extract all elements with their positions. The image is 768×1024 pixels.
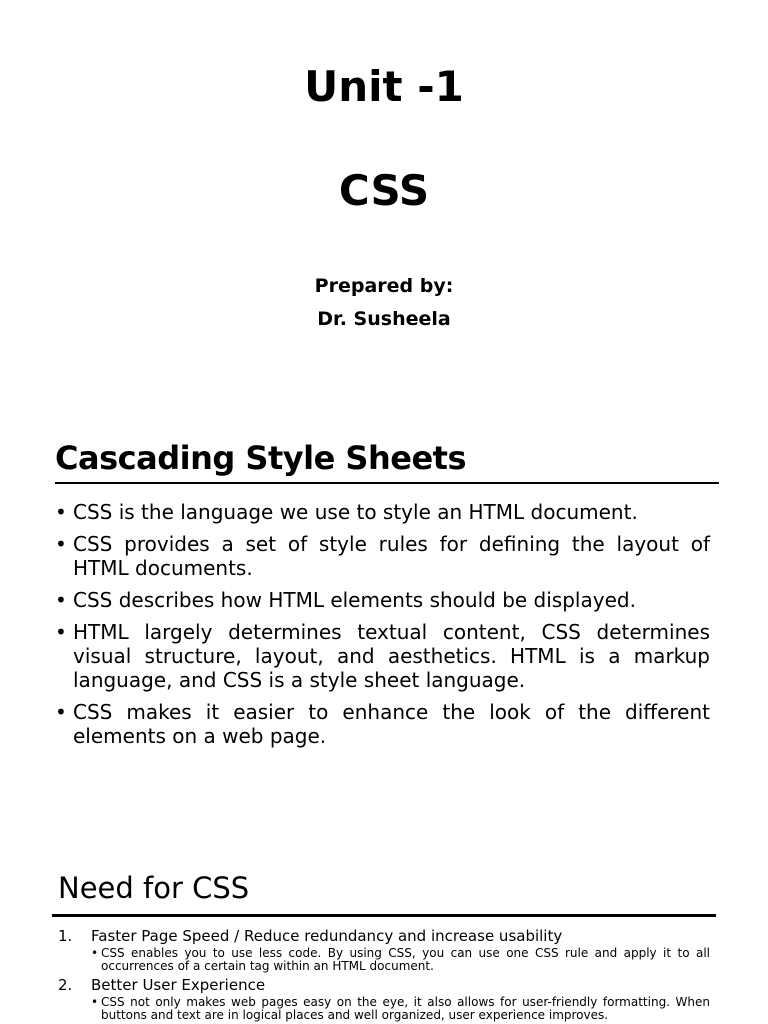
bullet-icon: • — [55, 532, 67, 556]
heading-divider — [52, 914, 716, 917]
heading-divider — [55, 482, 719, 484]
cascading-style-sheets-slide — [0, 420, 768, 860]
bullet-list — [55, 500, 710, 756]
bullet-icon: • — [55, 588, 67, 612]
list-item — [55, 700, 710, 748]
author-name: Dr. Susheela — [317, 308, 451, 330]
bullet-icon: • — [91, 946, 99, 960]
bullet-text: HTML largely determines textual content, CSS determines visual structure, layout, and aesthetics. HTML is a markup language, and CSS is a style sheet language. — [73, 620, 710, 692]
slide-heading: Cascading Style Sheets — [55, 439, 466, 477]
list-item — [55, 532, 710, 580]
slide-title: Unit -1 — [304, 62, 464, 111]
numbered-list — [58, 926, 710, 1024]
sub-list-item — [91, 947, 710, 973]
list-item — [55, 500, 710, 524]
list-item — [58, 975, 710, 1022]
bullet-text: CSS is the language we use to style an HTML document. — [73, 500, 638, 524]
author-block — [0, 270, 768, 336]
sub-item-text: CSS not only makes web pages easy on the eye, it also allows for user-friendly formatting. When buttons and text are in logical places and well organized, user experience improves. — [101, 995, 710, 1022]
bullet-icon: • — [91, 995, 99, 1009]
sub-item-text: CSS enables you to use less code. By using CSS, you can use one CSS rule and apply it to all occurrences of a certain tag within an HTML document. — [101, 946, 710, 973]
slide-heading: Need for CSS — [58, 871, 250, 905]
list-item — [58, 926, 710, 973]
prepared-by-label: Prepared by: — [314, 275, 454, 297]
sub-list — [91, 996, 710, 1022]
bullet-text: CSS provides a set of style rules for defining the layout of HTML documents. — [73, 532, 710, 580]
bullet-icon: • — [55, 620, 67, 644]
bullet-text: CSS makes it easier to enhance the look of the different elements on a web page. — [73, 700, 710, 748]
item-text: Better User Experience — [91, 976, 266, 994]
title-slide — [0, 0, 768, 420]
item-text: Faster Page Speed / Reduce redundancy and increase usability — [91, 927, 563, 945]
list-item — [55, 588, 710, 612]
need-for-css-slide — [0, 860, 768, 1024]
item-number: 1. — [58, 927, 73, 945]
sub-list — [91, 947, 710, 973]
item-number: 2. — [58, 976, 73, 994]
bullet-icon: • — [55, 500, 67, 524]
bullet-icon: • — [55, 700, 67, 724]
sub-list-item — [91, 996, 710, 1022]
slide-subtitle: CSS — [338, 166, 430, 215]
bullet-text: CSS describes how HTML elements should be displayed. — [73, 588, 636, 612]
list-item — [55, 620, 710, 692]
